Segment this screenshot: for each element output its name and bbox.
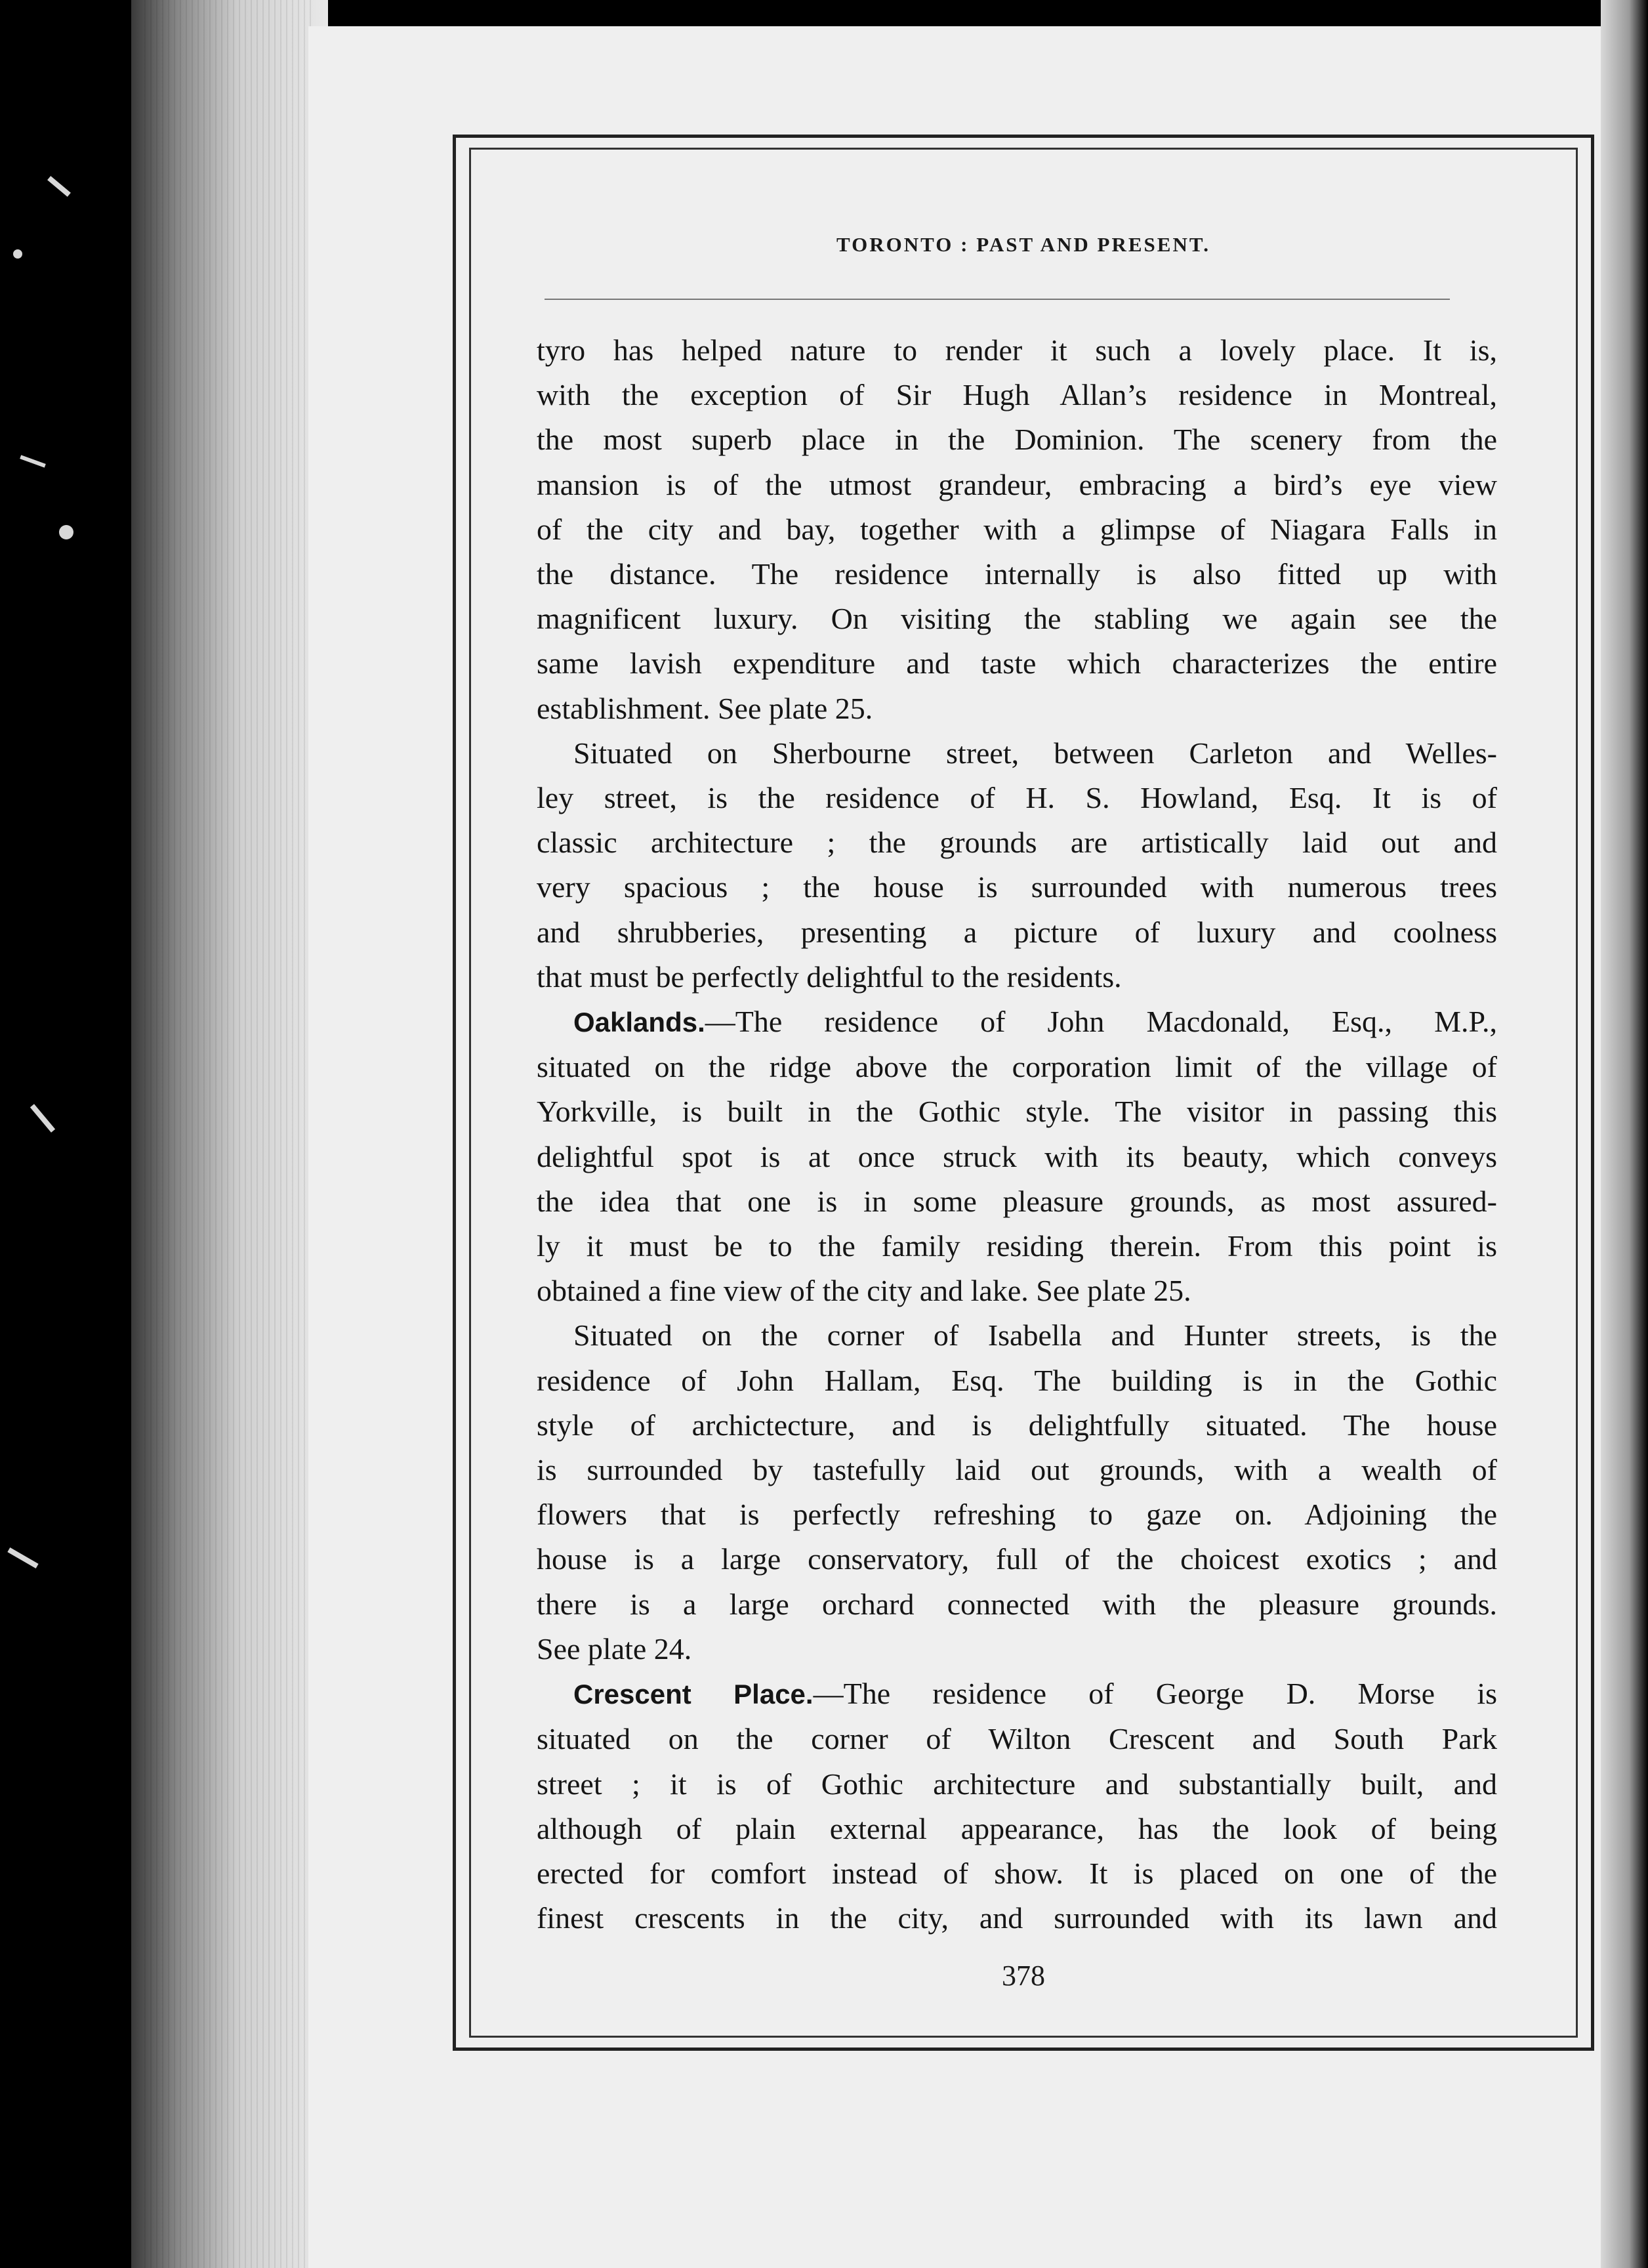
header-rule (545, 299, 1450, 300)
text-line: house is a large conservatory, full of the choicest exotics ; and (537, 1542, 1497, 1576)
text-line: Situated on the corner of Isabella and Hunter streets, is the (573, 1318, 1497, 1353)
text-line: the distance. The residence internally is also fitted up with (537, 557, 1497, 591)
text-line: although of plain external appearance, has the look of being (537, 1811, 1497, 1845)
section-heading-oaklands: Oaklands. (573, 1007, 705, 1038)
text-line: Situated on Sherbourne street, between Carleton and Welles- (573, 736, 1497, 770)
text-line: situated on the corner of Wilton Crescent and South Park (537, 1722, 1497, 1756)
scan-speck (30, 1104, 55, 1132)
text-line: See plate 24. (537, 1631, 692, 1666)
text-line-rest: —The residence of George D. Morse is (813, 1677, 1497, 1711)
text-line: obtained a fine view of the city and lake. See plate 25. (537, 1274, 1191, 1308)
text-line: the most superb place in the Dominion. The scenery from the (537, 423, 1497, 457)
text-line: magnificent luxury. On visiting the stabling we again see the (537, 602, 1497, 636)
text-line: with the exception of Sir Hugh Allan’s residence in Montreal, (537, 378, 1497, 412)
text-line: ley street, is the residence of H. S. Howland, Esq. It is of (537, 781, 1497, 815)
page-number: 378 (1002, 1960, 1045, 1992)
text-line: finest crescents in the city, and surrounded with its lawn and (537, 1901, 1497, 1935)
text-line: street ; it is of Gothic architecture and substantially built, and (537, 1767, 1497, 1801)
text-line: and shrubberies, presenting a picture of luxury and coolness (537, 915, 1497, 949)
text-line: same lavish expenditure and taste which characterizes the entire (537, 646, 1497, 681)
scan-speck (13, 249, 22, 259)
text-line: delightful spot is at once struck with its beauty, which conveys (537, 1139, 1497, 1173)
text-line: that must be perfectly delightful to the residents. (537, 959, 1122, 994)
body-text (537, 328, 1497, 1941)
scan-speck (59, 525, 73, 539)
text-line: tyro has helped nature to render it such a lovely place. It is, (537, 333, 1497, 367)
page-edge-lines (144, 0, 315, 2268)
section-heading-crescent-place: Crescent Place. (573, 1679, 814, 1710)
text-line (537, 999, 1497, 1045)
text-line: there is a large orchard connected with the pleasure grounds. (537, 1587, 1497, 1621)
text-line: is surrounded by tastefully laid out grounds, with a wealth of (537, 1453, 1497, 1487)
text-line: mansion is of the utmost grandeur, embracing a bird’s eye view (537, 467, 1497, 501)
text-line: establishment. See plate 25. (537, 691, 873, 725)
scan-speck (7, 1547, 38, 1568)
text-line: residence of John Hallam, Esq. The building is in the Gothic (537, 1363, 1497, 1397)
text-line: very spacious ; the house is surrounded with numerous trees (537, 870, 1497, 904)
page-gutter-shadow (1601, 0, 1648, 2268)
scan-speck (47, 176, 71, 197)
text-line (537, 1671, 1497, 1717)
text-line: flowers that is perfectly refreshing to gaze on. Adjoining the (537, 1498, 1497, 1532)
text-line: Yorkville, is built in the Gothic style. The visitor in passing this (537, 1095, 1497, 1129)
scan-speck (20, 455, 46, 467)
text-line: situated on the ridge above the corporation limit of the village of (537, 1050, 1497, 1084)
text-line: classic architecture ; the grounds are artistically laid out and (537, 826, 1497, 860)
text-line-rest: —The residence of John Macdonald, Esq., M.P., (705, 1005, 1497, 1039)
text-line: ly it must be to the family residing therein. From this point is (537, 1229, 1497, 1263)
running-head: TORONTO : PAST AND PRESENT. (836, 233, 1210, 256)
text-line: the idea that one is in some pleasure grounds, as most assured- (537, 1184, 1497, 1218)
text-line: erected for comfort instead of show. It is placed on one of the (537, 1856, 1497, 1890)
text-line: style of archictecture, and is delightfully situated. The house (537, 1408, 1497, 1442)
text-line: of the city and bay, together with a glimpse of Niagara Falls in (537, 512, 1497, 546)
